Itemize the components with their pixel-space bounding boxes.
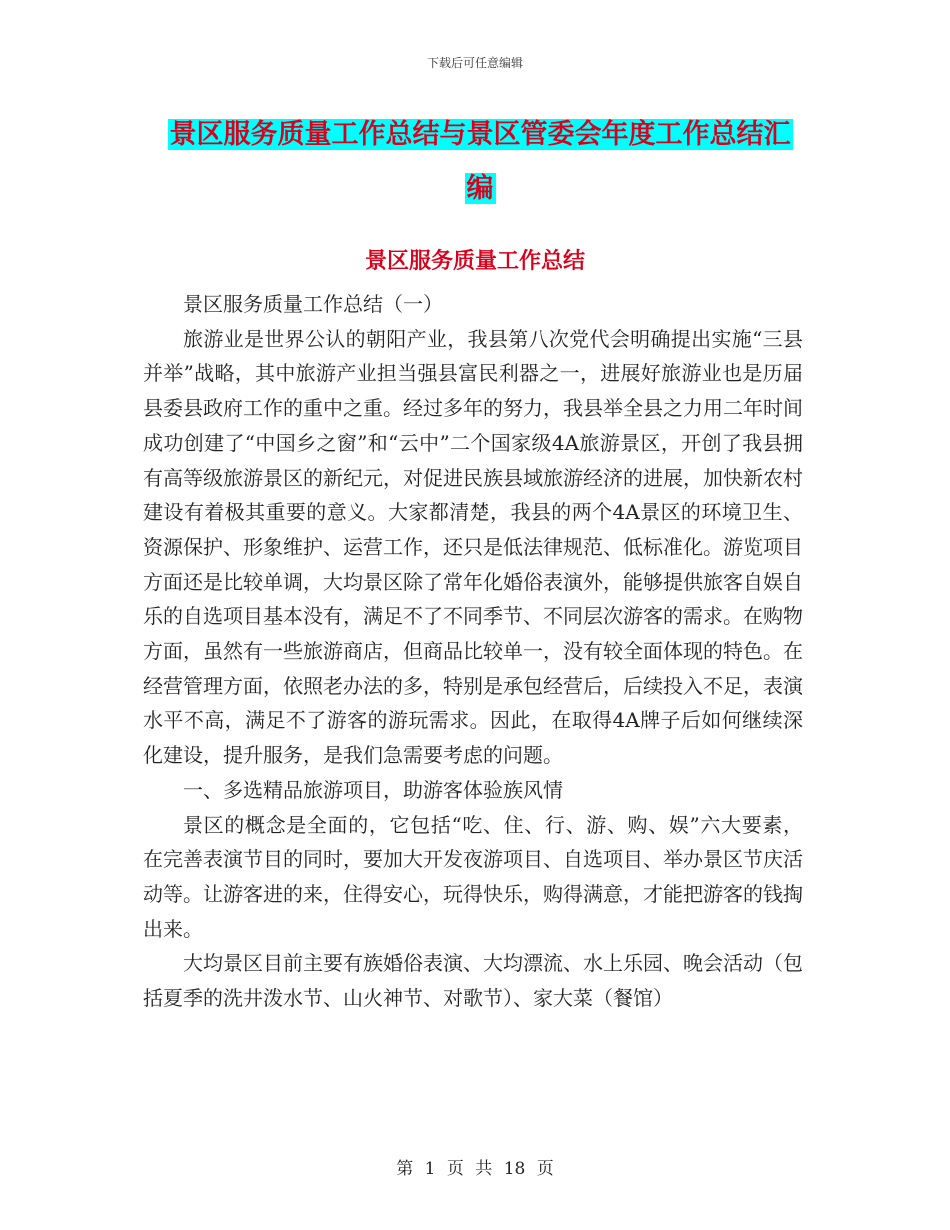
paragraph: 大均景区目前主要有族婚俗表演、大均漂流、水上乐园、晚会活动（包括夏季的洗井泼水节、山火神节、对歌节）、家大菜（餐馆） — [143, 951, 803, 1011]
document-title-line-1: 景区服务质量工作总结与景区管委会年度工作总结汇 — [169, 119, 791, 150]
document-title-line-2: 编 — [466, 173, 494, 204]
paragraph-subheading: 一、多选精品旅游项目，助游客体验族风情 — [183, 777, 563, 802]
page-footer: 第 1 页 共 18 页 — [396, 1159, 554, 1179]
header-note: 下载后可任意编辑 — [426, 56, 523, 70]
document-body — [143, 287, 803, 1016]
paragraph-subheading: 景区服务质量工作总结（一） — [183, 292, 443, 316]
section-title: 景区服务质量工作总结 — [364, 248, 585, 274]
paragraph: 旅游业是世界公认的朝阳产业，我县第八次党代会明确提出实施“三县并举”战略，其中旅游产业担当强县富民利器之一，进展好旅游业也是历届县委县政府工作的重中之重。经过多年的努力，我县举全县之力用二年时间成功创建了“中国乡之窗”和“云中”二个国家级4A旅游景区，开创了我县拥有高等级旅游景区的新纪元，对促进民族县域旅游经济的进展，加快新农村建设有着极其重要的意义。大家都清楚，我县的两个4A景区的环境卫生、资源保护、形象维护、运营工作，还只是低法律规范、低标准化。游览项目方面还是比较单调，大均景区除了常年化婚俗表演外，能够提供旅客自娱自乐的自选项目基本没有，满足不了不同季节、不同层次游客的需求。在购物方面，虽然有一些旅游商店，但商品比较单一，没有较全面体现的特色。在经营管理方面，依照老办法的多，特别是承包经营后，后续投入不足，表演水平不高，满足不了游客的游玩需求。因此，在取得4A牌子后如何继续深化建设，提升服务，是我们急需要考虑的问题。 — [143, 326, 803, 768]
paragraph: 景区的概念是全面的，它包括“吃、住、行、游、购、娱”六大要素，在完善表演节目的同时，要加大开发夜游项目、自选项目、举办景区节庆活动等。让游客进的来，住得安心，玩得快乐，购得满意，才能把游客的钱掏出来。 — [143, 812, 803, 941]
document-title — [140, 108, 820, 216]
